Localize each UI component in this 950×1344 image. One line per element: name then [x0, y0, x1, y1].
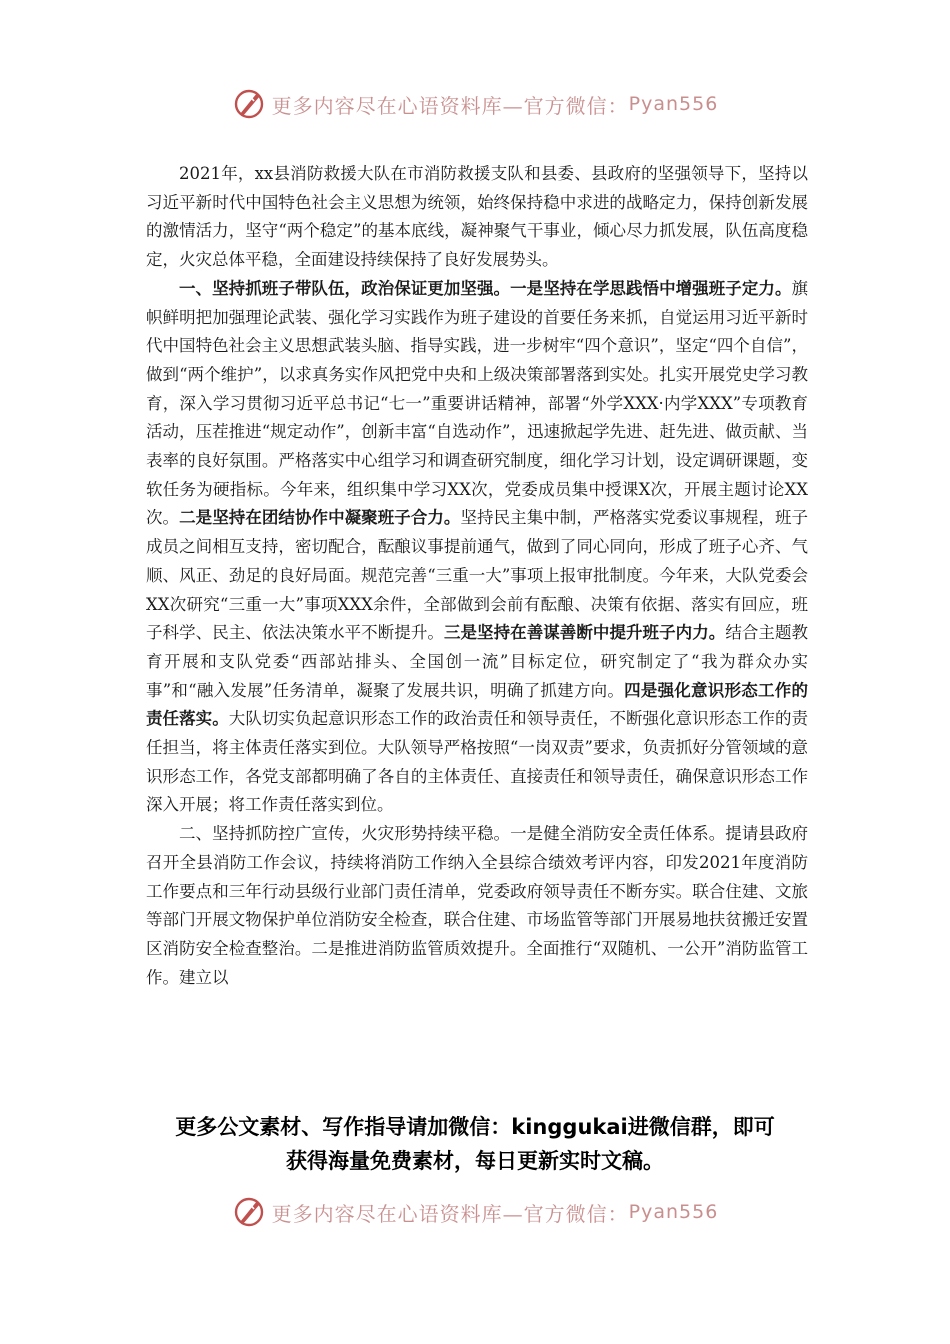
watermark-wechat-id: Pyan556	[628, 93, 719, 115]
promo-line-1: 更多公文素材、写作指导请加微信：kinggukai进微信群，即可	[175, 1115, 775, 1139]
text-run: 二、坚持抓防控广宣传，火灾形势持续平稳。一是健全消防安全责任体系。提请县政府召开全县消防工作会议，持续将消防工作纳入全县综合绩效考评内容，印发2021年度消防工作要点和三年行动县级行业部门责任清单，党委政府领导责任不断夯实。联合住建、文旅等部门开展文物保护单位消防安全检查，联合住建、市场监管等部门开展易地扶贫搬迁安置区消防安全检查整治。二是推进消防监管质效提升。全面推行“双随机、一公开”消防监管工作。建立以	[146, 824, 808, 987]
text-run: 大队切实负起意识形态工作的政治责任和领导责任，不断强化意识形态工作的责任担当，将主体责任落实到位。大队领导严格按照“一岗双责”要求，负责抓好分管领域的意识形态工作，各党支部都明确了各自的主体责任、直接责任和领导责任，确保意识形态工作深入开展；将工作责任落实到位。	[146, 709, 809, 815]
watermark-text: 更多内容尽在心语资料库—官方微信：	[271, 93, 629, 118]
text-run: 旗帜鲜明把加强理论武装、强化学习实践作为班子建设的首要任务来抓，自觉运用习近平新时代中国特色社会主义思想武装头脑、指导实践，进一步树牢“四个意识”，坚定“四个自信”，做到“两个维护”，以求真务实作风把党中央和上级决策部署落到实处。扎实开展党史学习教育，深入学习贯彻习近平总书记“七一”重要讲话精神，部署“外学XXX·内学XXX”专项教育活动，压茬推进“规定动作”，创新丰富“自选动作”，迅速掀起学先进、赶先进、做贡献、当表率的良好氛围。严格落实中心组学习和调查研究制度，细化学习计划，设定调研课题，变软任务为硬指标。今年来，组织集中学习XX次，党委成员集中授课X次，开展主题讨论XX次。	[146, 278, 808, 528]
text-run: 2021年，xx县消防救援大队在市消防救援支队和县委、县政府的坚强领导下，坚持以习近平新时代中国特色社会主义思想为统领，始终保持稳中求进的战略定力，保持创新发展的激情活力，坚守“两个稳定”的基本底线，凝神聚气干事业，倾心尽力抓发展，队伍高度稳定，火灾总体平稳，全面建设持续保持了良好发展势头。	[146, 164, 808, 270]
bold-heading-run: 三是坚持在善谋善断中提升班子内力。	[443, 623, 726, 643]
paragraph	[146, 160, 808, 275]
watermark-text: 更多内容尽在心语资料库—官方微信：	[271, 1201, 629, 1226]
paragraph	[146, 275, 808, 820]
paragraph	[146, 820, 808, 992]
text-run: 结合主题教育开展和支队党委“西部站排头、全国创一流”目标定位，研究制定了“我为群众办实事”和“融入发展”任务清单，凝聚了发展共识，明确了抓建方向。	[146, 623, 809, 700]
watermark-wechat-id: Pyan556	[628, 1201, 719, 1223]
bold-heading-run: 四是强化意识形态工作的责任落实。	[146, 680, 808, 729]
watermark-header	[0, 82, 950, 126]
promo-line-2: 获得海量免费素材，每日更新实时文稿。	[286, 1149, 664, 1173]
bold-heading-run: 一、坚持抓班子带队伍，政治保证更加坚强。一是坚持在学思践悟中增强班子定力。	[179, 278, 792, 298]
text-run: 坚持民主集中制，严格落实党委议事规程，班子成员之间相互支持，密切配合，酝酿议事提前通气，做到了同心同向，形成了班子心齐、气顺、风正、劲足的良好局面。规范完善“三重一大”事项上报审批制度。今年来，大队党委会XX次研究“三重一大”事项XXX余件，全部做到会前有酝酿、决策有依据、落实有回应，班子科学、民主、依法决策水平不断提升。	[146, 508, 809, 643]
document-body	[146, 160, 808, 992]
pen-logo-icon	[232, 87, 266, 121]
bold-heading-run: 二是坚持在团结协作中凝聚班子合力。	[179, 508, 461, 528]
promo-banner	[0, 1110, 950, 1178]
pen-logo-icon	[232, 1195, 266, 1229]
watermark-footer	[0, 1190, 950, 1234]
